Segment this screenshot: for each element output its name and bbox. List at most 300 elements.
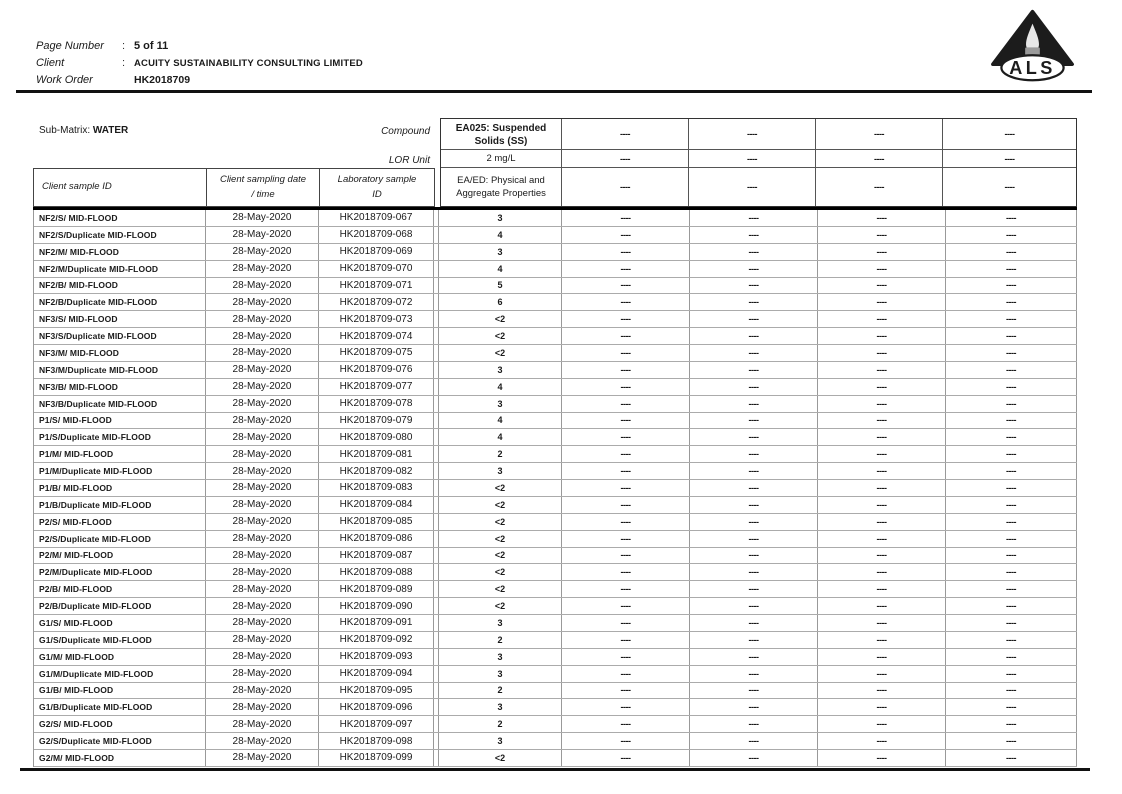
lab-sample-id-cell: HK2018709-096 — [319, 699, 434, 715]
table-row — [34, 666, 1077, 683]
sampling-date-cell: 28-May-2020 — [206, 548, 319, 564]
empty-marker: ---- — [562, 413, 690, 429]
client-sample-id-cell: NF3/B/ MID-FLOOD — [34, 379, 206, 395]
empty-marker: ---- — [946, 615, 1077, 631]
results-table — [33, 118, 1077, 768]
lab-sample-id-cell: HK2018709-093 — [319, 649, 434, 665]
empty-marker: ---- — [818, 598, 946, 614]
client-field — [36, 57, 363, 69]
table-row — [34, 463, 1077, 480]
empty-marker: ---- — [562, 294, 690, 310]
lab-sample-id-cell: HK2018709-077 — [319, 379, 434, 395]
empty-marker: ---- — [818, 699, 946, 715]
empty-marker: ---- — [946, 581, 1077, 597]
empty-marker: ---- — [946, 531, 1077, 547]
empty-marker: ---- — [562, 598, 690, 614]
client-sample-id-header: Client sample ID — [34, 169, 207, 206]
client-sample-id-cell: G1/B/Duplicate MID-FLOOD — [34, 699, 206, 715]
empty-marker: ---- — [690, 750, 818, 766]
empty-marker: ---- — [562, 210, 690, 226]
empty-marker: ---- — [818, 345, 946, 361]
empty-marker: ---- — [690, 446, 818, 462]
table-row — [34, 396, 1077, 413]
lab-sample-id-cell: HK2018709-094 — [319, 666, 434, 682]
lab-sample-id-cell: HK2018709-072 — [319, 294, 434, 310]
work-order-value: HK2018709 — [134, 74, 191, 86]
empty-marker: ---- — [946, 244, 1077, 260]
table-row — [34, 429, 1077, 446]
sub-matrix-label: Sub-Matrix: — [39, 125, 91, 136]
result-value-cell: 4 — [439, 413, 562, 429]
empty-marker: ---- — [562, 362, 690, 378]
empty-marker: ---- — [689, 150, 815, 168]
lab-sample-id-cell: HK2018709-099 — [319, 750, 434, 766]
result-value-cell: <2 — [439, 497, 562, 513]
page-number-separator: : — [122, 40, 126, 52]
result-value-cell: 2 — [439, 683, 562, 699]
empty-marker: ---- — [946, 666, 1077, 682]
client-sample-id-cell: P2/M/Duplicate MID-FLOOD — [34, 564, 206, 580]
empty-marker: ---- — [562, 632, 690, 648]
table-row — [34, 328, 1077, 345]
result-value-cell: 4 — [439, 379, 562, 395]
sampling-date-cell: 28-May-2020 — [206, 311, 319, 327]
empty-marker: ---- — [562, 244, 690, 260]
empty-marker: ---- — [562, 345, 690, 361]
empty-marker: ---- — [690, 480, 818, 496]
result-value-cell: <2 — [439, 514, 562, 530]
empty-marker: ---- — [946, 564, 1077, 580]
client-sample-id-cell: P1/M/Duplicate MID-FLOOD — [34, 463, 206, 479]
empty-marker: ---- — [946, 210, 1077, 226]
table-row — [34, 598, 1077, 615]
empty-marker: ---- — [690, 649, 818, 665]
work-order-label: Work Order — [36, 74, 93, 86]
sampling-date-cell: 28-May-2020 — [206, 244, 319, 260]
sampling-date-cell: 28-May-2020 — [206, 328, 319, 344]
empty-marker: ---- — [620, 181, 630, 192]
empty-marker: ---- — [562, 150, 688, 168]
lab-sample-id-cell: HK2018709-082 — [319, 463, 434, 479]
sampling-date-cell: 28-May-2020 — [206, 446, 319, 462]
empty-marker: ---- — [946, 446, 1077, 462]
empty-marker: ---- — [816, 150, 942, 168]
empty-marker: ---- — [562, 531, 690, 547]
empty-marker: ---- — [816, 119, 942, 150]
lab-sample-id-cell: HK2018709-089 — [319, 581, 434, 597]
client-separator: : — [122, 57, 126, 69]
table-row — [34, 615, 1077, 632]
sampling-date-cell: 28-May-2020 — [206, 581, 319, 597]
empty-marker: ---- — [946, 750, 1077, 766]
empty-marker: ---- — [946, 683, 1077, 699]
empty-marker: ---- — [943, 119, 1076, 150]
result-value-cell: 2 — [439, 632, 562, 648]
empty-marker: ---- — [562, 581, 690, 597]
empty-marker: ---- — [818, 328, 946, 344]
empty-marker: ---- — [690, 564, 818, 580]
table-row — [34, 244, 1077, 261]
lab-sample-id-cell: HK2018709-090 — [319, 598, 434, 614]
empty-marker: ---- — [1004, 181, 1015, 192]
compound-column — [441, 119, 562, 206]
result-value-cell: 4 — [439, 429, 562, 445]
sampling-date-cell: 28-May-2020 — [206, 294, 319, 310]
empty-marker: ---- — [690, 261, 818, 277]
table-row — [34, 379, 1077, 396]
lab-sample-id-header: Laboratory sample ID — [337, 174, 417, 200]
empty-marker: ---- — [562, 261, 690, 277]
table-row — [34, 480, 1077, 497]
client-sample-id-cell: NF2/M/ MID-FLOOD — [34, 244, 206, 260]
empty-marker: ---- — [946, 429, 1077, 445]
lor-unit-value: 2 mg/L — [441, 150, 561, 168]
table-row — [34, 294, 1077, 311]
client-label: Client — [36, 57, 65, 69]
lab-sample-id-cell: HK2018709-091 — [319, 615, 434, 631]
result-value-cell: 3 — [439, 210, 562, 226]
sampling-date-cell: 28-May-2020 — [206, 632, 319, 648]
empty-marker: ---- — [946, 362, 1077, 378]
empty-marker: ---- — [690, 514, 818, 530]
empty-marker: ---- — [946, 379, 1077, 395]
lab-sample-id-cell: HK2018709-068 — [319, 227, 434, 243]
empty-marker: ---- — [946, 294, 1077, 310]
empty-marker: ---- — [562, 514, 690, 530]
result-value-cell: 3 — [439, 733, 562, 749]
empty-marker: ---- — [690, 379, 818, 395]
result-value-cell: <2 — [439, 480, 562, 496]
empty-marker: ---- — [562, 564, 690, 580]
table-row — [34, 683, 1077, 700]
lab-sample-id-cell: HK2018709-075 — [319, 345, 434, 361]
sampling-date-cell: 28-May-2020 — [206, 480, 319, 496]
empty-marker: ---- — [946, 463, 1077, 479]
result-value-cell: <2 — [439, 345, 562, 361]
empty-marker: ---- — [690, 716, 818, 732]
lab-sample-id-cell: HK2018709-073 — [319, 311, 434, 327]
empty-marker: ---- — [562, 328, 690, 344]
empty-marker: ---- — [690, 666, 818, 682]
sampling-date-cell: 28-May-2020 — [206, 278, 319, 294]
page-number-value: 5 of 11 — [134, 40, 169, 52]
result-value-cell: 3 — [439, 244, 562, 260]
empty-marker: ---- — [690, 227, 818, 243]
client-sample-id-cell: NF3/S/Duplicate MID-FLOOD — [34, 328, 206, 344]
empty-marker: ---- — [690, 396, 818, 412]
result-value-cell: 4 — [439, 227, 562, 243]
lab-sample-id-cell: HK2018709-070 — [319, 261, 434, 277]
result-value-cell: <2 — [439, 598, 562, 614]
lab-sample-id-cell: HK2018709-088 — [319, 564, 434, 580]
empty-marker: ---- — [874, 181, 884, 192]
table-row — [34, 345, 1077, 362]
lab-sample-id-cell: HK2018709-095 — [319, 683, 434, 699]
result-value-cell: <2 — [439, 531, 562, 547]
empty-marker: ---- — [818, 413, 946, 429]
empty-marker: ---- — [562, 683, 690, 699]
empty-marker: ---- — [818, 463, 946, 479]
lab-sample-id-cell: HK2018709-084 — [319, 497, 434, 513]
empty-marker: ---- — [690, 429, 818, 445]
compound-row-label: Compound — [381, 126, 430, 137]
table-row — [34, 716, 1077, 733]
table-row — [34, 227, 1077, 244]
header-rule — [16, 90, 1092, 93]
sampling-date-cell: 28-May-2020 — [206, 699, 319, 715]
empty-marker: ---- — [946, 396, 1077, 412]
lab-sample-id-cell: HK2018709-080 — [319, 429, 434, 445]
result-value-cell: <2 — [439, 581, 562, 597]
compound-title: EA025: Suspended Solids (SS) — [441, 119, 561, 150]
sampling-date-cell: 28-May-2020 — [206, 362, 319, 378]
empty-marker: ---- — [690, 362, 818, 378]
client-sample-id-cell: P2/S/Duplicate MID-FLOOD — [34, 531, 206, 547]
sampling-date-cell: 28-May-2020 — [206, 413, 319, 429]
empty-marker: ---- — [946, 733, 1077, 749]
empty-marker: ---- — [818, 480, 946, 496]
result-value-cell: <2 — [439, 564, 562, 580]
result-value-cell: 5 — [439, 278, 562, 294]
empty-marker: ---- — [818, 615, 946, 631]
empty-marker: ---- — [818, 396, 946, 412]
empty-marker: ---- — [690, 345, 818, 361]
empty-marker: ---- — [562, 750, 690, 766]
lab-sample-id-cell: HK2018709-092 — [319, 632, 434, 648]
als-logo — [985, 8, 1080, 86]
result-value-cell: 3 — [439, 362, 562, 378]
empty-marker: ---- — [818, 311, 946, 327]
empty-marker: ---- — [562, 278, 690, 294]
result-value-cell: 3 — [439, 615, 562, 631]
sampling-date-cell: 28-May-2020 — [206, 379, 319, 395]
lor-unit-row-label: LOR Unit — [388, 155, 430, 166]
empty-marker: ---- — [690, 413, 818, 429]
result-value-cell: 6 — [439, 294, 562, 310]
table-row — [34, 699, 1077, 716]
empty-marker: ---- — [562, 699, 690, 715]
sample-rows — [33, 210, 1077, 767]
sampling-date-cell: 28-May-2020 — [206, 716, 319, 732]
result-value-cell: 3 — [439, 699, 562, 715]
sub-matrix-value: WATER — [92, 125, 129, 136]
empty-marker: ---- — [818, 244, 946, 260]
client-sample-id-cell: P1/S/ MID-FLOOD — [34, 413, 206, 429]
client-sample-id-cell: G2/S/ MID-FLOOD — [34, 716, 206, 732]
sampling-date-cell: 28-May-2020 — [206, 683, 319, 699]
sampling-date-cell: 28-May-2020 — [206, 429, 319, 445]
sampling-date-cell: 28-May-2020 — [206, 463, 319, 479]
empty-marker: ---- — [818, 227, 946, 243]
empty-marker: ---- — [946, 480, 1077, 496]
empty-marker: ---- — [946, 345, 1077, 361]
empty-marker: ---- — [946, 413, 1077, 429]
client-sample-id-cell: P2/M/ MID-FLOOD — [34, 548, 206, 564]
empty-marker: ---- — [818, 294, 946, 310]
column-headers — [33, 168, 435, 207]
empty-marker: ---- — [562, 649, 690, 665]
sampling-date-cell: 28-May-2020 — [206, 750, 319, 766]
empty-marker: ---- — [943, 150, 1076, 168]
empty-marker: ---- — [690, 632, 818, 648]
empty-marker: ---- — [818, 210, 946, 226]
empty-marker: ---- — [562, 548, 690, 564]
compound-column — [562, 119, 689, 206]
sampling-date-header: Client sampling date / time — [207, 169, 320, 206]
sampling-date-cell: 28-May-2020 — [206, 396, 319, 412]
table-row — [34, 497, 1077, 514]
empty-marker: ---- — [562, 429, 690, 445]
empty-marker: ---- — [946, 261, 1077, 277]
table-row — [34, 514, 1077, 531]
result-value-cell: 3 — [439, 396, 562, 412]
empty-marker: ---- — [818, 564, 946, 580]
burner-icon — [1025, 47, 1040, 55]
empty-marker: ---- — [562, 716, 690, 732]
empty-marker: ---- — [562, 733, 690, 749]
table-row — [34, 210, 1077, 227]
result-value-cell: 3 — [439, 463, 562, 479]
sampling-date-cell: 28-May-2020 — [206, 531, 319, 547]
empty-marker: ---- — [562, 463, 690, 479]
empty-marker: ---- — [690, 699, 818, 715]
empty-marker: ---- — [690, 548, 818, 564]
client-sample-id-cell: G1/S/Duplicate MID-FLOOD — [34, 632, 206, 648]
empty-marker: ---- — [690, 463, 818, 479]
empty-marker: ---- — [946, 649, 1077, 665]
client-sample-id-cell: NF2/B/Duplicate MID-FLOOD — [34, 294, 206, 310]
lab-sample-id-cell: HK2018709-076 — [319, 362, 434, 378]
empty-marker: ---- — [818, 716, 946, 732]
sampling-date-cell: 28-May-2020 — [206, 598, 319, 614]
compound-grid — [440, 118, 1077, 207]
empty-marker: ---- — [946, 632, 1077, 648]
empty-marker: ---- — [818, 379, 946, 395]
lab-sample-id-cell: HK2018709-083 — [319, 480, 434, 496]
empty-marker: ---- — [946, 548, 1077, 564]
empty-marker: ---- — [818, 278, 946, 294]
page-number-label: Page Number — [36, 40, 104, 52]
client-sample-id-cell: G2/M/ MID-FLOOD — [34, 750, 206, 766]
empty-marker: ---- — [946, 497, 1077, 513]
empty-marker: ---- — [690, 733, 818, 749]
empty-marker: ---- — [818, 497, 946, 513]
empty-marker: ---- — [690, 294, 818, 310]
result-value-cell: 3 — [439, 649, 562, 665]
client-sample-id-cell: NF2/S/ MID-FLOOD — [34, 210, 206, 226]
empty-marker: ---- — [818, 362, 946, 378]
table-row — [34, 311, 1077, 328]
method-name: EA/ED: Physical and Aggregate Properties — [456, 174, 546, 199]
empty-marker: ---- — [562, 497, 690, 513]
client-value: ACUITY SUSTAINABILITY CONSULTING LIMITED — [134, 58, 363, 69]
lab-sample-id-cell: HK2018709-078 — [319, 396, 434, 412]
empty-marker: ---- — [946, 598, 1077, 614]
lab-sample-id-cell: HK2018709-069 — [319, 244, 434, 260]
client-sample-id-cell: NF2/M/Duplicate MID-FLOOD — [34, 261, 206, 277]
empty-marker: ---- — [690, 598, 818, 614]
client-sample-id-cell: P2/S/ MID-FLOOD — [34, 514, 206, 530]
client-sample-id-cell: NF3/S/ MID-FLOOD — [34, 311, 206, 327]
sampling-date-cell: 28-May-2020 — [206, 733, 319, 749]
lab-sample-id-cell: HK2018709-085 — [319, 514, 434, 530]
lab-sample-id-cell: HK2018709-081 — [319, 446, 434, 462]
result-value-cell: 3 — [439, 666, 562, 682]
empty-marker: ---- — [946, 311, 1077, 327]
lab-sample-id-cell: HK2018709-079 — [319, 413, 434, 429]
table-row — [34, 261, 1077, 278]
empty-marker: ---- — [690, 278, 818, 294]
empty-marker: ---- — [818, 446, 946, 462]
empty-marker: ---- — [946, 328, 1077, 344]
empty-marker: ---- — [818, 261, 946, 277]
client-sample-id-cell: NF2/S/Duplicate MID-FLOOD — [34, 227, 206, 243]
empty-marker: ---- — [946, 716, 1077, 732]
sampling-date-cell: 28-May-2020 — [206, 210, 319, 226]
sampling-date-cell: 28-May-2020 — [206, 261, 319, 277]
result-value-cell: <2 — [439, 750, 562, 766]
lab-sample-id-cell: HK2018709-098 — [319, 733, 434, 749]
sampling-date-cell: 28-May-2020 — [206, 227, 319, 243]
table-row — [34, 548, 1077, 565]
empty-marker: ---- — [818, 429, 946, 445]
client-sample-id-cell: G1/M/Duplicate MID-FLOOD — [34, 666, 206, 682]
sampling-date-cell: 28-May-2020 — [206, 497, 319, 513]
sampling-date-cell: 28-May-2020 — [206, 564, 319, 580]
client-sample-id-cell: P1/M/ MID-FLOOD — [34, 446, 206, 462]
logo-text: ALS — [1009, 58, 1056, 79]
empty-marker: ---- — [562, 119, 688, 150]
empty-marker: ---- — [690, 615, 818, 631]
client-sample-id-cell: G1/B/ MID-FLOOD — [34, 683, 206, 699]
result-value-cell: <2 — [439, 548, 562, 564]
empty-marker: ---- — [818, 750, 946, 766]
work-order-field — [36, 74, 190, 86]
table-row — [34, 531, 1077, 548]
empty-marker: ---- — [818, 649, 946, 665]
lab-sample-id-cell: HK2018709-071 — [319, 278, 434, 294]
empty-marker: ---- — [689, 119, 815, 150]
empty-marker: ---- — [562, 311, 690, 327]
lab-sample-id-cell: HK2018709-067 — [319, 210, 434, 226]
sampling-date-cell: 28-May-2020 — [206, 649, 319, 665]
empty-marker: ---- — [562, 666, 690, 682]
empty-marker: ---- — [747, 181, 757, 192]
client-sample-id-cell: P1/S/Duplicate MID-FLOOD — [34, 429, 206, 445]
compound-column — [816, 119, 943, 206]
sampling-date-cell: 28-May-2020 — [206, 615, 319, 631]
empty-marker: ---- — [946, 514, 1077, 530]
result-value-cell: 2 — [439, 446, 562, 462]
compound-column — [689, 119, 816, 206]
empty-marker: ---- — [690, 244, 818, 260]
table-row — [34, 564, 1077, 581]
page-number-field — [36, 40, 168, 52]
empty-marker: ---- — [562, 396, 690, 412]
empty-marker: ---- — [562, 379, 690, 395]
table-row — [34, 649, 1077, 666]
table-row — [34, 446, 1077, 463]
empty-marker: ---- — [690, 210, 818, 226]
sampling-date-cell: 28-May-2020 — [206, 345, 319, 361]
result-value-cell: <2 — [439, 328, 562, 344]
empty-marker: ---- — [562, 615, 690, 631]
sampling-date-cell: 28-May-2020 — [206, 666, 319, 682]
empty-marker: ---- — [818, 548, 946, 564]
empty-marker: ---- — [818, 733, 946, 749]
client-sample-id-cell: G1/M/ MID-FLOOD — [34, 649, 206, 665]
empty-marker: ---- — [818, 666, 946, 682]
